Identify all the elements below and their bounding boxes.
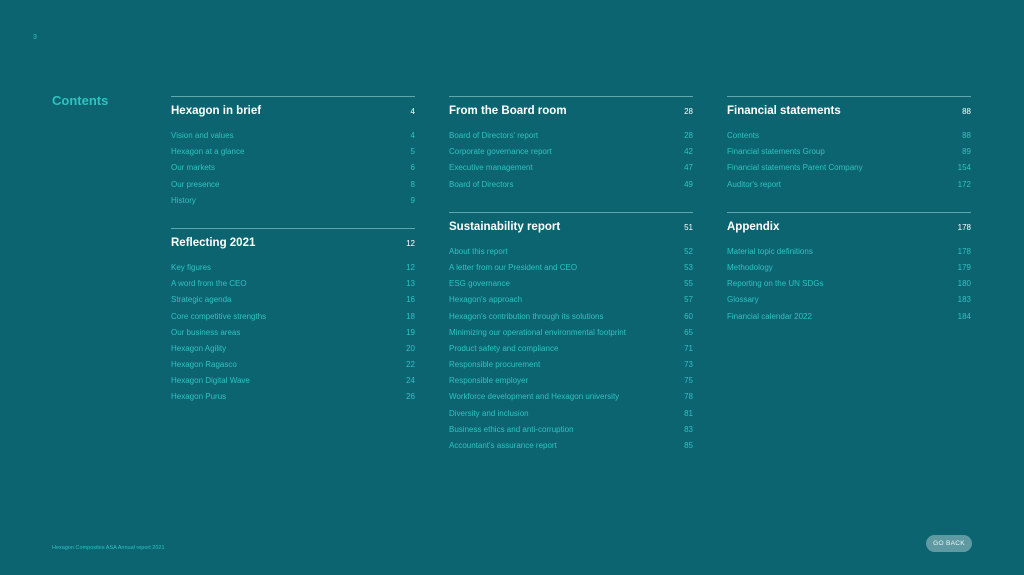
toc-item-label: Contents xyxy=(727,131,760,140)
toc-section-title: Hexagon in brief xyxy=(171,105,262,117)
toc-item-link[interactable] xyxy=(449,344,693,360)
toc-item-label: Business ethics and anti-corruption xyxy=(449,424,574,434)
toc-item-page: 52 xyxy=(684,246,693,256)
toc-item-link[interactable] xyxy=(727,263,971,279)
toc-item-page: 22 xyxy=(406,360,415,370)
toc-item-label: Hexagon's approach xyxy=(449,295,523,305)
toc-item-page: 55 xyxy=(684,279,693,289)
toc-item-label: Product safety and compliance xyxy=(449,343,559,353)
toc-item-page: 81 xyxy=(684,408,693,418)
toc-section-title: From the Board room xyxy=(449,105,567,117)
toc-item-label: Executive management xyxy=(449,163,533,173)
toc-item-label: History xyxy=(171,195,196,205)
toc-section xyxy=(449,212,693,457)
toc-item-page: 16 xyxy=(406,295,415,305)
toc-item-page: 89 xyxy=(962,147,971,157)
toc-item-link[interactable] xyxy=(727,131,971,147)
toc-item-link[interactable] xyxy=(727,163,971,179)
toc-item-page: 88 xyxy=(962,131,971,140)
toc-section xyxy=(171,96,415,212)
toc-item-link[interactable] xyxy=(449,147,693,163)
toc-item-label: Reporting on the UN SDGs xyxy=(727,279,824,289)
toc-item-page: 47 xyxy=(684,163,693,173)
toc-item-page: 6 xyxy=(410,163,415,173)
toc-item-page: 75 xyxy=(684,376,693,386)
toc-item-page: 5 xyxy=(410,147,415,157)
toc-item-link[interactable] xyxy=(449,409,693,425)
toc-column-2 xyxy=(449,96,693,457)
toc-item-link[interactable] xyxy=(449,247,693,263)
toc-item-label: Hexagon at a glance xyxy=(171,147,245,157)
toc-item-page: 85 xyxy=(684,441,693,450)
toc-item-label: Board of Directors xyxy=(449,179,514,189)
toc-item-page: 179 xyxy=(957,262,971,272)
toc-section xyxy=(171,228,415,409)
toc-item-link[interactable] xyxy=(449,180,693,196)
toc-item-link[interactable] xyxy=(171,147,415,163)
toc-item-page: 183 xyxy=(957,295,971,305)
toc-section-title: Reflecting 2021 xyxy=(171,236,256,249)
toc-item-page: 57 xyxy=(684,295,693,305)
toc-item-link[interactable] xyxy=(171,180,415,196)
toc-item-page: 26 xyxy=(406,392,415,402)
go-back-button[interactable]: GO BACK xyxy=(926,535,972,552)
toc-item-page: 71 xyxy=(684,343,693,353)
toc-item-label: Glossary xyxy=(727,295,759,305)
toc-item-page: 184 xyxy=(957,311,971,321)
toc-section xyxy=(449,96,693,196)
toc-item-link[interactable] xyxy=(727,279,971,295)
toc-section-page: 4 xyxy=(410,107,415,116)
toc-item-link[interactable] xyxy=(171,344,415,360)
toc-item-link[interactable] xyxy=(171,279,415,295)
toc-item-label: Strategic agenda xyxy=(171,295,232,305)
toc-item-label: Material topic definitions xyxy=(727,246,813,256)
toc-item-page: 8 xyxy=(410,179,415,189)
toc-item-page: 12 xyxy=(406,262,415,272)
toc-item-page: 180 xyxy=(957,279,971,289)
toc-item-label: Responsible employer xyxy=(449,376,529,386)
footer-text: Hexagon Composites ASA Annual report 2021 xyxy=(52,545,165,551)
toc-item-label: Workforce development and Hexagon university xyxy=(449,392,620,402)
toc-item-label: Corporate governance report xyxy=(449,147,552,157)
toc-item-label: Key figures xyxy=(171,262,212,272)
toc-section-title: Appendix xyxy=(727,220,780,233)
toc-item-label: Hexagon's contribution through its solutions xyxy=(449,311,604,321)
toc-item-label: Our markets xyxy=(171,163,216,173)
toc-item-link[interactable] xyxy=(727,295,971,311)
toc-item-link[interactable] xyxy=(449,360,693,376)
toc-item-page: 20 xyxy=(406,343,415,353)
toc-item-link[interactable] xyxy=(449,312,693,328)
toc-item-page: 42 xyxy=(684,147,693,157)
toc-item-label: Our business areas xyxy=(171,327,241,337)
toc-item-page: 13 xyxy=(406,279,415,289)
toc-section-header[interactable] xyxy=(727,213,971,242)
toc-item-label: Auditor's report xyxy=(727,179,781,189)
toc-item-label: Diversity and inclusion xyxy=(449,408,529,418)
toc-item-label: Accountant's assurance report xyxy=(449,441,557,450)
toc-item-link[interactable] xyxy=(727,247,971,263)
toc-item-label: Our presence xyxy=(171,179,220,189)
toc-section xyxy=(727,96,971,196)
toc-item-label: Hexagon Ragasco xyxy=(171,360,237,370)
toc-item-link[interactable] xyxy=(449,263,693,279)
toc-item-link[interactable] xyxy=(449,392,693,408)
toc-item-link[interactable] xyxy=(449,279,693,295)
toc-item-label: Core competitive strengths xyxy=(171,311,267,321)
toc-item-link[interactable] xyxy=(171,376,415,392)
toc-item-label: Responsible procurement xyxy=(449,360,541,370)
toc-section-page: 88 xyxy=(962,107,971,116)
toc-section-header[interactable] xyxy=(449,97,693,126)
toc-section-page: 51 xyxy=(684,222,693,232)
toc-section-header[interactable] xyxy=(449,213,693,242)
toc-item-link[interactable] xyxy=(449,441,693,457)
toc-item-page: 24 xyxy=(406,376,415,386)
toc-item-page: 178 xyxy=(957,246,971,256)
toc-item-label: Hexagon Purus xyxy=(171,392,227,402)
toc-item-link[interactable] xyxy=(449,425,693,441)
page-number: 3 xyxy=(33,34,37,41)
toc-section xyxy=(727,212,971,328)
contents-title: Contents xyxy=(52,93,109,108)
toc-item-label: A letter from our President and CEO xyxy=(449,262,578,272)
toc-item-link[interactable] xyxy=(449,131,693,147)
toc-item-link[interactable] xyxy=(171,163,415,179)
toc-item-page: 18 xyxy=(406,311,415,321)
toc-item-link[interactable] xyxy=(171,360,415,376)
toc-item-label: Board of Directors' report xyxy=(449,131,539,140)
toc-item-link[interactable] xyxy=(171,131,415,147)
toc-item-page: 49 xyxy=(684,179,693,189)
toc-item-page: 65 xyxy=(684,327,693,337)
toc-item-label: Vision and values xyxy=(171,131,234,140)
toc-section-title: Sustainability report xyxy=(449,220,561,233)
toc-item-page: 73 xyxy=(684,360,693,370)
toc-section-title: Financial statements xyxy=(727,105,841,117)
toc-item-label: A word from the CEO xyxy=(171,279,247,289)
toc-section-page: 28 xyxy=(684,107,693,116)
toc-section-header[interactable] xyxy=(727,97,971,126)
toc-section-page: 12 xyxy=(406,238,415,248)
toc-item-page: 83 xyxy=(684,424,693,434)
toc-item-label: Methodology xyxy=(727,262,773,272)
toc-item-page: 60 xyxy=(684,311,693,321)
toc-column-1 xyxy=(171,96,415,409)
toc-item-label: About this report xyxy=(449,246,508,256)
toc-section-header[interactable] xyxy=(171,97,415,126)
toc-item-link[interactable] xyxy=(171,312,415,328)
toc-item-page: 53 xyxy=(684,262,693,272)
toc-item-link[interactable] xyxy=(171,295,415,311)
toc-item-label: ESG governance xyxy=(449,279,510,289)
toc-item-link[interactable] xyxy=(449,328,693,344)
toc-item-link[interactable] xyxy=(727,312,971,328)
toc-item-link[interactable] xyxy=(449,163,693,179)
toc-item-page: 154 xyxy=(957,163,971,173)
toc-item-link[interactable] xyxy=(727,180,971,196)
toc-item-link[interactable] xyxy=(171,263,415,279)
toc-item-page: 4 xyxy=(410,131,415,140)
toc-item-link[interactable] xyxy=(171,196,415,212)
toc-item-page: 78 xyxy=(684,392,693,402)
toc-item-label: Financial statements Parent Company xyxy=(727,163,863,173)
toc-column-3 xyxy=(727,96,971,328)
toc-item-label: Hexagon Agility xyxy=(171,343,227,353)
toc-item-link[interactable] xyxy=(171,328,415,344)
toc-item-label: Financial statements Group xyxy=(727,147,825,157)
toc-item-link[interactable] xyxy=(727,147,971,163)
toc-item-page: 172 xyxy=(957,179,971,189)
toc-section-header[interactable] xyxy=(171,229,415,258)
toc-item-page: 19 xyxy=(406,327,415,337)
toc-item-label: Financial calendar 2022 xyxy=(727,311,812,321)
toc-item-label: Hexagon Digital Wave xyxy=(171,376,250,386)
toc-item-link[interactable] xyxy=(171,392,415,408)
toc-item-page: 9 xyxy=(410,195,415,205)
toc-section-page: 178 xyxy=(957,222,971,232)
toc-item-page: 28 xyxy=(684,131,693,140)
toc-item-link[interactable] xyxy=(449,376,693,392)
toc-item-link[interactable] xyxy=(449,295,693,311)
toc-item-label: Minimizing our operational environmental footprint xyxy=(449,327,626,337)
